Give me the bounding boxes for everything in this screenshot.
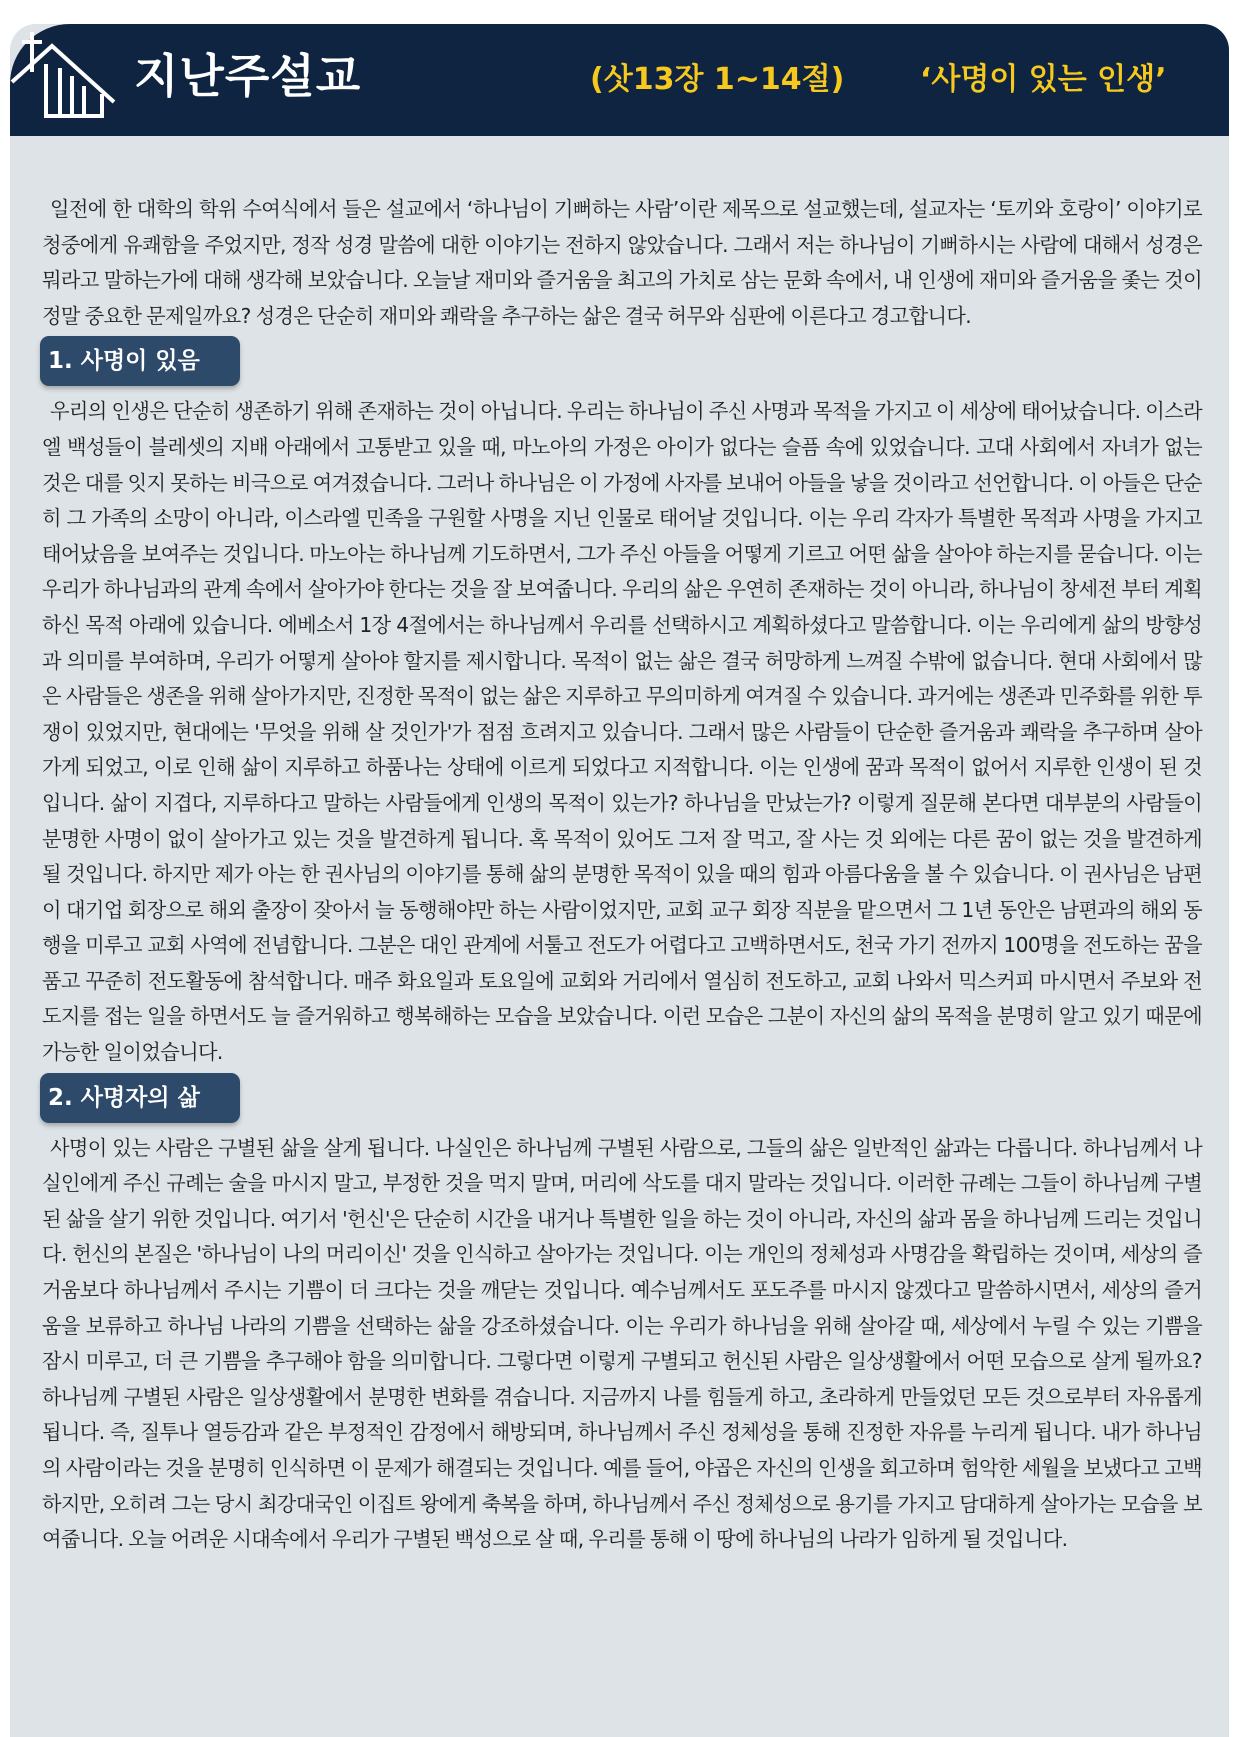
section-1-paragraph: 우리의 인생은 단순히 생존하기 위해 존재하는 것이 아닙니다. 우리는 하나님이 주신 사명과 목적을 가지고 이 세상에 태어났습니다. 이스라엘 백성들이 블레셋의 지배 아래에서 고통받고 있을 때, 마노아의 가정은 아이가 없다는 슬픔 속에 있었습니다. 고대 사회에서 자녀가 없는 것은 대를 잇지 못하는 비극으로 여겨졌습니다. 그러나 하나님은 이 가정에 사자를 보내어 아들을 낳을 것이라고 선언합니다. 이 아들은 단순히 그 가족의 소망이 아니라, 이스라엘 민족을 구원할 사명을 지닌 인물로 태어날 것입니다. 이는 우리 각자가 특별한 목적과 사명을 가지고 태어났음을 보여주는 것입니다. 마노아는 하나님께 기도하면서, 그가 주신 아들을 어떻게 기르고 어떤 삶을 살아야 하는지를 묻습니다. 이는 우리가 하나님과의 관계 속에서 살아가야 한다는 것을 잘 보여줍니다. 우리의 삶은 우연히 존재하는 것이 아니라, 하나님이 창세전 부터 계획하신 목적 아래에 있습니다. 에베소서 1장 4절에서는 하나님께서 우리를 선택하시고 계획하셨다고 말씀합니다. 이는 우리에게 삶의 방향성과 의미를 부여하며, 우리가 어떻게 살아야 할지를 제시합니다. 목적이 없는 삶은 결국 허망하게 느껴질 수밖에 없습니다. 현대 사회에서 많은 사람들은 생존을 위해 살아가지만, 진정한 목적이 없는 삶은 지루하고 무의미하게 여겨질 수 있습니다. 과거에는 생존과 민주화를 위한 투쟁이 있었지만, 현대에는 '무엇을 위해 살 것인가'가 점점 흐려지고 있습니다. 그래서 많은 사람들이 단순한 즐거움과 쾌락을 추구하며 살아가게 되었고, 이로 인해 삶이 지루하고 하품나는 상태에 이르게 되었다고 지적합니다. 이는 인생에 꿈과 목적이 없어서 지루한 인생이 된 것입니다. 삶이 지겹다, 지루하다고 말하는 사람들에게 인생의 목적이 있는가? 하나님을 만났는가? 이렇게 질문해 본다면 대부분의 사람들이 분명한 사명이 없이 살아가고 있는 것을 발견하게 됩니다. 혹 목적이 있어도 그저 잘 먹고, 잘 사는 것 외에는 다른 꿈이 없는 것을 발견하게 될 것입니다. 하지만 제가 아는 한 권사님의 이야기를 통해 삶의 분명한 목적이 있을 때의 힘과 아름다움을 볼 수 있습니다. 이 권사님은 남편이 대기업 회장으로 해외 출장이 잦아서 늘 동행해야만 하는 사람이었지만, 교회 교구 회장 직분을 맡으면서 그 1년 동안은 남편과의 해외 동행을 미루고 교회 사역에 전념합니다. 그분은 대인 관계에 서툴고 전도가 어렵다고 고백하면서도, 천국 가기 전까지 100명을 전도하는 꿈을 품고 꾸준히 전도활동에 참석합니다. 매주 화요일과 토요일에 교회와 거리에서 열심히 전도하고, 교회 나와서 믹스커피 마시면서 주보와 전도지를 접는 일을 하면서도 늘 즐거워하고 행복해하는 모습을 보았습니다. 이런 모습은 그분이 자신의 삶의 목적을 분명히 알고 있기 때문에 가능한 일이었습니다. xyxy=(42,399,1203,1065)
section-2-paragraph: 사명이 있는 사람은 구별된 삶을 살게 됩니다. 나실인은 하나님께 구별된 사람으로, 그들의 삶은 일반적인 삶과는 다릅니다. 하나님께서 나실인에게 주신 규례는 술을 마시지 말고, 부정한 것을 먹지 말며, 머리에 삭도를 대지 말라는 것입니다. 이러한 규례는 그들이 하나님께 구별된 삶을 살기 위한 것입니다. 여기서 '헌신'은 단순히 시간을 내거나 특별한 일을 하는 것이 아니라, 자신의 삶과 몸을 하나님께 드리는 것입니다. 헌신의 본질은 '하나님이 나의 머리이신' 것을 인식하고 살아가는 것입니다. 이는 개인의 정체성과 사명감을 확립하는 것이며, 세상의 즐거움보다 하나님께서 주시는 기쁨이 더 크다는 것을 깨닫는 것입니다. 예수님께서도 포도주를 마시지 않겠다고 말씀하시면서, 세상의 즐거움을 보류하고 하나님 나라의 기쁨을 선택하는 삶을 강조하셨습니다. 이는 우리가 하나님을 위해 살아갈 때, 세상에서 누릴 수 있는 기쁨을 잠시 미루고, 더 큰 기쁨을 추구해야 함을 의미합니다. 그렇다면 이렇게 구별되고 헌신된 사람은 일상생활에서 어떤 모습으로 살게 될까요? 하나님께 구별된 사람은 일상생활에서 분명한 변화를 겪습니다. 지금까지 나를 힘들게 하고, 초라하게 만들었던 모든 것으로부터 자유롭게 됩니다. 즉, 질투나 열등감과 같은 부정적인 감정에서 해방되며, 하나님께서 주신 정체성을 통해 진정한 자유를 누리게 됩니다. 내가 하나님의 사람이라는 것을 분명히 인식하면 이 문제가 해결되는 것입니다. 예를 들어, 야곱은 자신의 인생을 회고하며 험악한 세월을 보냈다고 고백하지만, 오히려 그는 당시 최강대국인 이집트 왕에게 축복을 하며, 하나님께서 주신 정체성으로 용기를 가지고 담대하게 살아가는 모습을 보여줍니다. 오늘 어려운 시대속에서 우리가 구별된 백성으로 살 때, 우리를 통해 이 땅에 하나님의 나라가 임하게 될 것입니다. xyxy=(42,1135,1202,1552)
scripture-reference: (삿13장 1~14절) xyxy=(590,62,845,97)
page-title: 지난주설교 xyxy=(134,49,362,103)
sermon-content xyxy=(42,192,1202,1558)
section-heading-1: 1. 사명이 있음 xyxy=(40,336,240,386)
section-heading-2: 2. 사명자의 삶 xyxy=(40,1073,240,1123)
sermon-theme: ‘사명이 있는 인생’ xyxy=(920,62,1167,97)
header-banner xyxy=(10,24,1229,136)
church-icon xyxy=(10,24,130,136)
intro-paragraph: 일전에 한 대학의 학위 수여식에서 들은 설교에서 ‘하나님이 기뻐하는 사람’이란 제목으로 설교했는데, 설교자는 ‘토끼와 호랑이’ 이야기로 청중에게 유쾌함을 주었지만, 정작 성경 말씀에 대한 이야기는 전하지 않았습니다. 그래서 저는 하나님이 기뻐하시는 사람에 대해서 성경은 뭐라고 말하는가에 대해 생각해 보았습니다. 오늘날 재미와 즐거움을 최고의 가치로 삼는 문화 속에서, 내 인생에 재미와 즐거움을 좇는 것이 정말 중요한 문제일까요? 성경은 단순히 재미와 쾌락을 추구하는 삶은 결국 허무와 심판에 이른다고 경고합니다. xyxy=(42,197,1202,328)
bulletin-page xyxy=(10,24,1229,1737)
